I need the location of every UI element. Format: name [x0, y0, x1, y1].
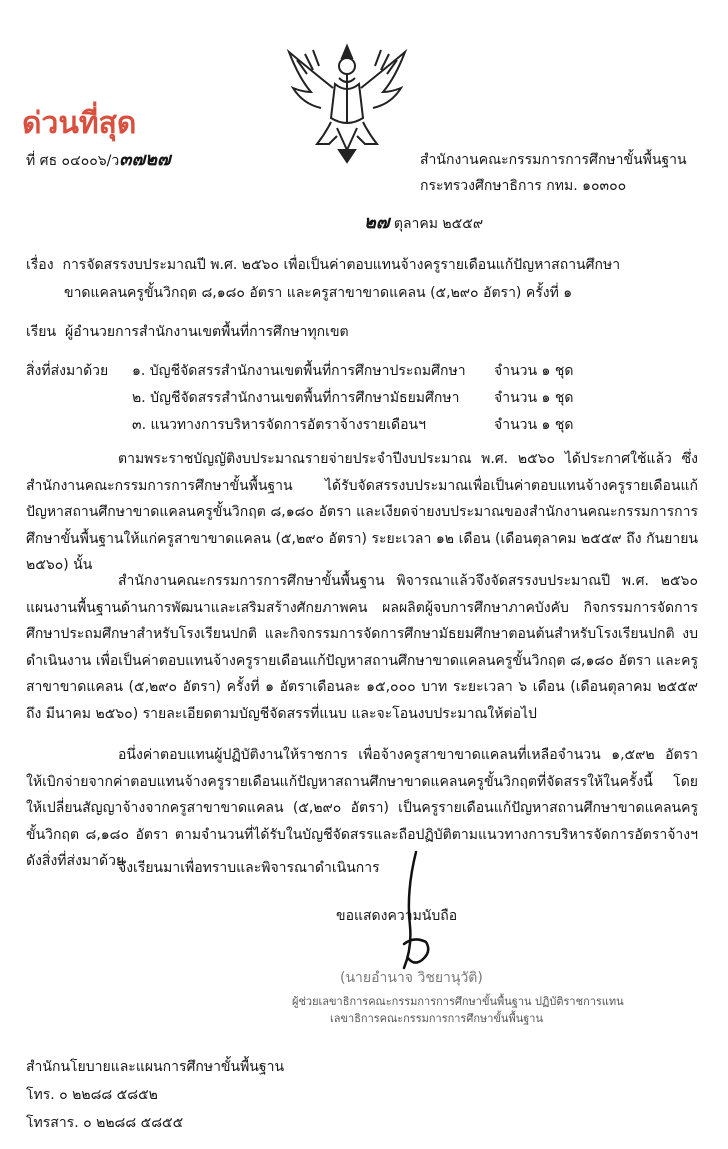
enclosure-item-2: ๒. บัญชีจัดสรรสำนักงานเขตพื้นที่การศึกษามัธยมศึกษา: [132, 390, 460, 406]
urgency-stamp: ด่วนที่สุด: [22, 106, 137, 141]
footer-fax: โทรสาร. ๐ ๒๒๘๘ ๕๘๕๕: [26, 1115, 184, 1131]
reference-number: [26, 150, 171, 171]
reference-prefix: ที่ ศธ ๐๔๐๐๖/ว: [26, 153, 120, 169]
subject-text-1: การจัดสรรงบประมาณปี พ.ศ. ๒๕๖๐ เพื่อเป็นค่าตอบแทนจ้างครูรายเดือนแก้ปัญหาสถานศึกษา: [62, 257, 621, 273]
body-paragraph-3: อนึ่งค่าตอบแทนผู้ปฏิบัติงานให้ราชการ เพื่อจ้างครูสาขาขาดแคลนที่เหลือจำนวน ๑,๕๙๒ อัตรา ให้เบิกจ่ายจากค่าตอบแทนจ้างครูรายเดือนแก้ปัญหาสถานศึกษาขาดแคลนครูขั้นวิกฤตที่จัดสรรให้ในครั้งนี้ โดยให้เปลี่ยนสัญญาจ้างจากครูสาขาขาดแคลน (๕,๒๙๐ อัตรา) เป็นครูรายเดือนแก้ปัญหาสถานศึกษาขาดแคลนครูขั้นวิกฤต ๘,๑๘๐ อัตรา ตามจำนวนที่ได้รับในบัญชีจัดสรรและถือปฏิบัติตามแนวทางการบริหารจัดการอัตราจ้างฯ ดังสิ่งที่ส่งมาด้วย: [26, 747, 698, 869]
sender-address: กระทรวงศึกษาธิการ กทม. ๑๐๓๐๐: [420, 178, 627, 194]
signatory-title-1: ผู้ช่วยเลขาธิการคณะกรรมการการศึกษาขั้นพื้นฐาน ปฏิบัติราชการแทน: [292, 995, 624, 1008]
garuda-emblem-icon: [283, 38, 411, 168]
enclosure-item-3: ๓. แนวทางการบริหารจัดการอัตราจ้างรายเดือนฯ: [132, 417, 426, 433]
salutation-recipient: ผู้อำนวยการสำนักงานเขตพื้นที่การศึกษาทุกเขต: [64, 324, 349, 340]
footer-telephone: โทร. ๐ ๒๒๘๘ ๕๘๕๒: [26, 1087, 158, 1103]
enclosures-label: สิ่งที่ส่งมาด้วย: [26, 363, 109, 379]
salutation: [26, 322, 349, 342]
reference-handwritten: ๓๗๒๗: [119, 149, 171, 170]
sender-office: สำนักงานคณะกรรมการการศึกษาขั้นพื้นฐาน: [420, 152, 687, 168]
enclosure-qty-2: จำนวน ๑ ชุด: [494, 390, 574, 406]
date-day-handwritten: ๒๗: [364, 212, 390, 233]
date-month-year: ตุลาคม ๒๕๕๙: [393, 216, 484, 232]
handwritten-signature: [386, 848, 446, 978]
signatory-name: (นายอำนาจ วิชยานุวัติ): [340, 970, 483, 986]
enclosure-qty-3: จำนวน ๑ ชุด: [494, 417, 574, 433]
salutation-label: เรียน: [26, 324, 57, 340]
body-paragraph-2: สำนักงานคณะกรรมการการศึกษาขั้นพื้นฐาน พิจารณาแล้วจึงจัดสรรงบประมาณปี พ.ศ. ๒๕๖๐ แผนงานพื้นฐานด้านการพัฒนาและเสริมสร้างศักยภาพคน ผลผลิตผู้จบการศึกษาภาคบังคับ กิจกรรมการจัดการศึกษาประถมศึกษาสำหรับโรงเรียนปกติ และกิจกรรมการจัดการศึกษามัธยมศึกษาตอนต้นสำหรับโรงเรียนปกติ งบดำเนินงาน เพื่อเป็นค่าตอบแทนจ้างครูรายเดือนแก้ปัญหาสถานศึกษาขาดแคลนครูขั้นวิกฤต ๘,๑๘๐ อัตรา และครูสาขาขาดแคลน (๕,๒๙๐ อัตรา) ครั้งที่ ๑ อัตราเดือนละ ๑๕,๐๐๐ บาท ระยะเวลา ๖ เดือน (เดือนตุลาคม ๒๕๕๙ ถึง มีนาคม ๒๕๖๐) รายละเอียดตามบัญชีจัดสรรที่แนบ และจะโอนงบประมาณให้ต่อไป: [26, 573, 698, 722]
complimentary-close: ขอแสดงความนับถือ: [336, 908, 458, 924]
signatory-title-2: เลขาธิการคณะกรรมการการศึกษาขั้นพื้นฐาน: [330, 1012, 543, 1025]
body-paragraph-1: ตามพระราชบัญญัติงบประมาณรายจ่ายประจำปีงบประมาณ พ.ศ. ๒๕๖๐ ได้ประกาศใช้แล้ว ซึ่งสำนักงานคณะกรรมการการศึกษาขั้นพื้นฐาน ได้รับจัดสรรงบประมาณเพื่อเป็นค่าตอบแทนจ้างครูรายเดือนแก้ปัญหาสถานศึกษาขาดแคลนครูขั้นวิกฤต ๘,๑๘๐ อัตรา และเงียดจ่ายงบประมาณของสำนักงานคณะกรรมการการศึกษาขั้นพื้นฐานให้แก่ครูสาขาขาดแคลน (๕,๒๙๐ อัตรา) ระยะเวลา ๑๒ เดือน (เดือนตุลาคม ๒๕๕๙ ถึง กันยายน ๒๕๖๐) นั้น: [26, 451, 698, 573]
subject-line-1: [26, 255, 620, 275]
footer-office: สำนักนโยบายและแผนการศึกษาขั้นพื้นฐาน: [26, 1059, 285, 1075]
letter-date: [364, 213, 483, 234]
closing-sentence: จึงเรียนมาเพื่อทราบและพิจารณาดำเนินการ: [118, 860, 380, 876]
enclosure-item-1: ๑. บัญชีจัดสรรสำนักงานเขตพื้นที่การศึกษาประถมศึกษา: [132, 363, 466, 379]
subject-label: เรื่อง: [26, 257, 54, 273]
subject-text-2: ขาดแคลนครูขั้นวิกฤต ๘,๑๘๐ อัตรา และครูสาขาขาดแคลน (๕,๒๙๐ อัตรา) ครั้งที่ ๑: [64, 285, 573, 301]
enclosure-qty-1: จำนวน ๑ ชุด: [494, 363, 574, 379]
